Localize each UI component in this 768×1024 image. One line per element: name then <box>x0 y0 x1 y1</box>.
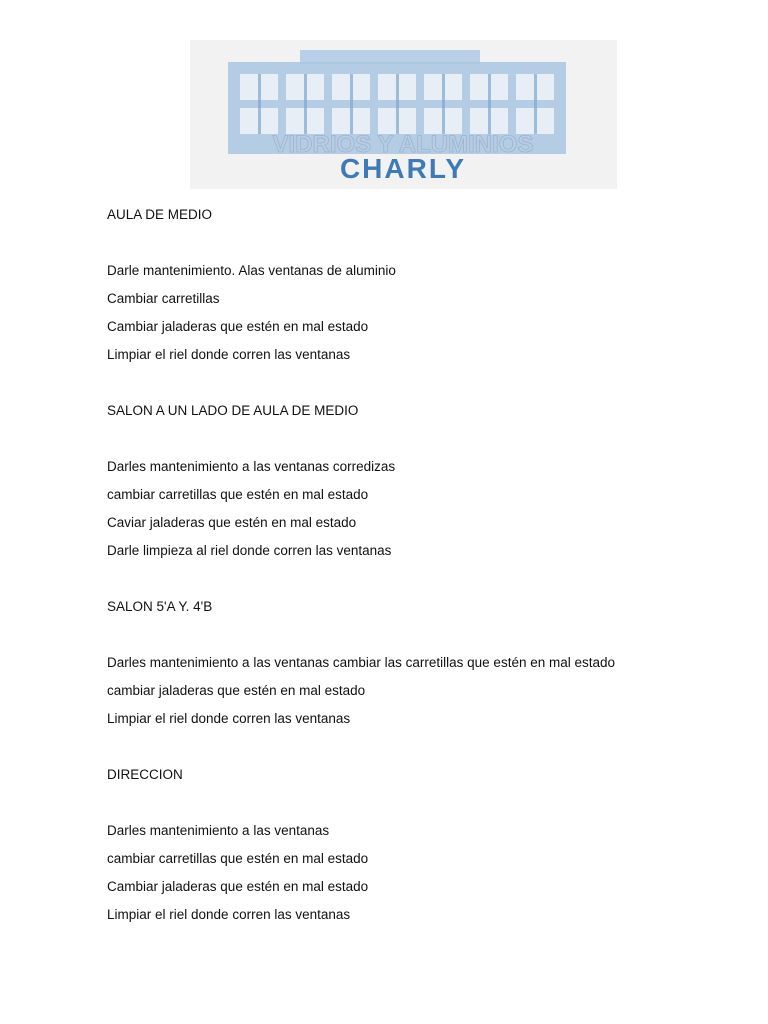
list-item: cambiar carretillas que estén en mal estado <box>107 851 369 866</box>
list-item: Cambiar carretillas <box>107 291 220 306</box>
list-item: Darles mantenimiento a las ventanas corredizas <box>107 459 396 474</box>
section-heading: SALON 5'A Y. 4'B <box>107 599 213 614</box>
list-item: cambiar carretillas que estén en mal estado <box>107 487 369 502</box>
logo-graphic <box>190 40 617 189</box>
list-item: Cambiar jaladeras que estén en mal estado <box>107 319 369 334</box>
list-item: Limpiar el riel donde corren las ventanas <box>107 711 351 726</box>
list-item: Limpiar el riel donde corren las ventanas <box>107 907 351 922</box>
section-heading: DIRECCION <box>107 767 183 782</box>
list-item: Darle mantenimiento. Alas ventanas de aluminio <box>107 263 396 278</box>
logo-title: CHARLY <box>339 153 467 184</box>
list-item: Darles mantenimiento a las ventanas cambiar las carretillas que estén en mal estado <box>107 655 616 670</box>
list-item: Cambiar jaladeras que estén en mal estado <box>107 879 369 894</box>
section-heading: AULA DE MEDIO <box>107 207 213 222</box>
logo-subtitle: VIDRIOS Y ALUMINIOS <box>272 131 534 158</box>
list-item: Darle limpieza al riel donde corren las ventanas <box>107 543 392 558</box>
list-item: cambiar jaladeras que estén en mal estado <box>107 683 366 698</box>
company-logo <box>190 40 617 189</box>
list-item: Darles mantenimiento a las ventanas <box>107 823 330 838</box>
list-item: Limpiar el riel donde corren las ventanas <box>107 347 351 362</box>
section-heading: SALON A UN LADO DE AULA DE MEDIO <box>107 403 359 418</box>
list-item: Caviar jaladeras que estén en mal estado <box>107 515 357 530</box>
